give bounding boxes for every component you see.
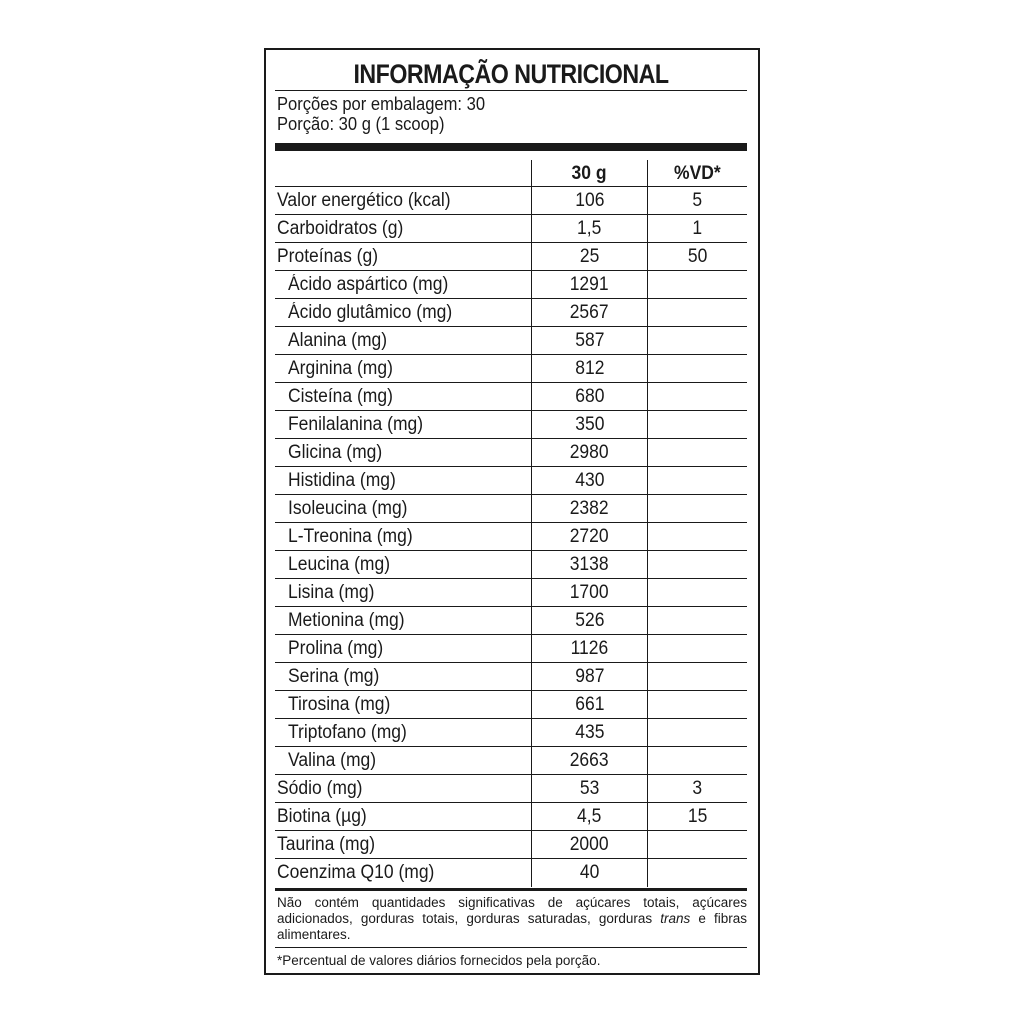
nutrient-name: L-Treonina (mg) xyxy=(288,526,413,547)
nutrient-amount: 350 xyxy=(574,414,605,435)
nutrient-name: Carboidratos (g) xyxy=(277,218,404,239)
nutrient-dv: 15 xyxy=(687,806,708,827)
nutrient-dv-cell xyxy=(647,327,747,354)
table-row xyxy=(275,579,747,607)
nutrient-name: Triptofano (mg) xyxy=(288,722,407,743)
nutrient-name: Isoleucina (mg) xyxy=(288,498,408,519)
header-amount: 30 g xyxy=(572,163,607,184)
nutrient-amount: 40 xyxy=(579,862,600,883)
nutrient-amount: 661 xyxy=(574,694,605,715)
nutrient-dv-cell xyxy=(647,243,747,270)
table-row xyxy=(275,355,747,383)
nutrient-amount-cell xyxy=(531,719,647,746)
nutrient-dv: 50 xyxy=(687,246,708,267)
nutrient-amount: 680 xyxy=(574,386,605,407)
nutrient-dv-cell xyxy=(647,775,747,802)
nutrient-dv: 5 xyxy=(692,190,703,211)
nutrient-dv-cell xyxy=(647,383,747,410)
nutrient-name: Coenzima Q10 (mg) xyxy=(277,862,435,883)
nutrient-dv-cell xyxy=(647,859,747,887)
nutrient-dv-cell xyxy=(647,607,747,634)
nutrient-name-cell xyxy=(288,355,542,382)
nutrient-name-cell xyxy=(288,691,542,718)
nutrient-dv-cell xyxy=(647,271,747,298)
label-title: INFORMAÇÃO NUTRICIONAL xyxy=(353,59,669,89)
nutrient-dv-cell xyxy=(647,831,747,858)
header-dv: %VD* xyxy=(674,163,721,184)
nutrient-amount: 4,5 xyxy=(577,806,602,827)
nutrient-dv-cell xyxy=(647,635,747,662)
nutrient-amount: 587 xyxy=(574,330,605,351)
nutrient-amount: 812 xyxy=(574,358,605,379)
nutrient-name-cell xyxy=(277,831,531,858)
nutrient-amount-cell xyxy=(531,635,647,662)
nutrient-name: Arginina (mg) xyxy=(288,358,393,379)
nutrient-amount-cell xyxy=(531,859,647,887)
nutrient-name: Ácido glutâmico (mg) xyxy=(288,302,453,323)
table-row xyxy=(275,243,747,271)
nutrient-name-cell xyxy=(288,411,542,438)
footer-divider xyxy=(275,888,747,891)
nutrient-name: Prolina (mg) xyxy=(288,638,384,659)
nutrient-dv-cell xyxy=(647,299,747,326)
nutrient-amount: 1126 xyxy=(570,638,609,659)
nutrient-dv-cell xyxy=(647,579,747,606)
nutrient-name: Proteínas (g) xyxy=(277,246,379,267)
serving-size: Porção: 30 g (1 scoop) xyxy=(277,114,445,134)
nutrient-amount: 2567 xyxy=(570,302,609,323)
note-divider xyxy=(275,947,747,948)
nutrient-name: Histidina (mg) xyxy=(288,470,396,491)
nutrient-name: Leucina (mg) xyxy=(288,554,391,575)
nutrient-amount: 526 xyxy=(574,610,605,631)
nutrient-name-cell xyxy=(288,719,542,746)
nutrient-name: Biotina (µg) xyxy=(277,806,367,827)
nutrient-name-cell xyxy=(277,775,531,802)
nutrient-amount-cell xyxy=(531,747,647,774)
table-row xyxy=(275,803,747,831)
nutrient-amount: 25 xyxy=(579,246,600,267)
table-row xyxy=(275,215,747,243)
nutrient-dv-cell xyxy=(647,551,747,578)
nutrient-amount-cell xyxy=(531,355,647,382)
nutrient-dv-cell xyxy=(647,439,747,466)
nutrient-amount-cell xyxy=(531,299,647,326)
nutrient-name: Sódio (mg) xyxy=(277,778,363,799)
nutrient-amount: 987 xyxy=(574,666,605,687)
header-name-cell xyxy=(277,160,531,186)
nutrient-dv-cell xyxy=(647,747,747,774)
nutrient-amount: 106 xyxy=(574,190,605,211)
nutrient-name-cell xyxy=(277,187,531,214)
nutrient-amount: 2382 xyxy=(570,498,609,519)
nutrient-dv-cell xyxy=(647,719,747,746)
nutrition-facts-panel xyxy=(264,48,760,975)
nutrient-name-cell xyxy=(288,495,542,522)
nutrient-amount-cell xyxy=(531,327,647,354)
table-row xyxy=(275,831,747,859)
nutrient-name: Taurina (mg) xyxy=(277,834,376,855)
nutrient-amount: 1700 xyxy=(570,582,609,603)
dv-footnote: *Percentual de valores diários fornecidos pela porção. xyxy=(277,953,601,968)
nutrient-name-cell xyxy=(288,467,542,494)
table-row xyxy=(275,383,747,411)
table-row xyxy=(275,439,747,467)
nutrient-amount-cell xyxy=(531,579,647,606)
nutrient-amount: 1,5 xyxy=(577,218,602,239)
table-row xyxy=(275,607,747,635)
thick-divider xyxy=(275,143,747,151)
nutrient-name-cell xyxy=(288,551,542,578)
nutrient-name-cell xyxy=(277,215,531,242)
table-row xyxy=(275,551,747,579)
nutrient-amount: 2663 xyxy=(570,750,609,771)
nutrient-amount-cell xyxy=(531,467,647,494)
table-row xyxy=(275,523,747,551)
nutrient-name: Alanina (mg) xyxy=(288,330,388,351)
nutrient-amount-cell xyxy=(531,551,647,578)
nutrient-name-cell xyxy=(288,383,542,410)
table-row xyxy=(275,663,747,691)
table-row xyxy=(275,299,747,327)
servings-per-package: Porções por embalagem: 30 xyxy=(277,94,486,114)
nutrient-name: Lisina (mg) xyxy=(288,582,375,603)
nutrient-amount: 2000 xyxy=(570,834,609,855)
table-row xyxy=(275,327,747,355)
nutrient-name-cell xyxy=(277,803,531,830)
note-text-italic: trans xyxy=(660,911,691,926)
nutrient-dv: 3 xyxy=(692,778,703,799)
nutrient-amount: 2980 xyxy=(570,442,609,463)
nutrient-name-cell xyxy=(288,271,542,298)
nutrient-dv-cell xyxy=(647,355,747,382)
nutrient-name: Fenilalanina (mg) xyxy=(288,414,424,435)
nutrient-name: Serina (mg) xyxy=(288,666,380,687)
nutrient-name-cell xyxy=(288,607,542,634)
nutrient-amount-cell xyxy=(531,495,647,522)
nutrient-name-cell xyxy=(277,859,531,887)
nutrient-amount-cell xyxy=(531,187,647,214)
table-row xyxy=(275,467,747,495)
nutrient-name-cell xyxy=(288,663,542,690)
table-row xyxy=(275,411,747,439)
nutrient-amount: 430 xyxy=(574,470,605,491)
nutrient-amount-cell xyxy=(531,243,647,270)
nutrient-dv-cell xyxy=(647,495,747,522)
nutrient-amount-cell xyxy=(531,215,647,242)
table-row xyxy=(275,635,747,663)
nutrient-amount-cell xyxy=(531,803,647,830)
table-row xyxy=(275,495,747,523)
nutrient-dv-cell xyxy=(647,803,747,830)
note-text-start: Não contém quantidades significativas de açúcares totais, açúcares adicionados, gorduras totais, gorduras saturadas, gorduras xyxy=(277,895,747,926)
nutrient-amount-cell xyxy=(531,439,647,466)
table-row xyxy=(275,747,747,775)
nutrient-amount: 3138 xyxy=(570,554,609,575)
nutrient-amount-cell xyxy=(531,411,647,438)
nutrient-name-cell xyxy=(288,299,542,326)
nutrient-name: Tirosina (mg) xyxy=(288,694,391,715)
nutrient-dv-cell xyxy=(647,411,747,438)
table-row xyxy=(275,719,747,747)
nutrient-amount: 53 xyxy=(579,778,600,799)
nutrient-amount-cell xyxy=(531,663,647,690)
table-row xyxy=(275,187,747,215)
table-header-row xyxy=(275,160,747,187)
nutrient-amount-cell xyxy=(531,775,647,802)
not-significant-note xyxy=(277,895,747,943)
nutrient-name: Cisteína (mg) xyxy=(288,386,393,407)
header-dv-cell xyxy=(647,160,747,186)
nutrient-amount: 435 xyxy=(574,722,605,743)
nutrient-dv: 1 xyxy=(692,218,703,239)
nutrient-amount-cell xyxy=(531,383,647,410)
nutrient-dv-cell xyxy=(647,215,747,242)
nutrient-name: Valor energético (kcal) xyxy=(277,190,451,211)
nutrient-name-cell xyxy=(288,327,542,354)
nutrient-name-cell xyxy=(288,747,542,774)
nutrient-name: Metionina (mg) xyxy=(288,610,405,631)
nutrition-table xyxy=(275,160,747,887)
nutrient-amount-cell xyxy=(531,271,647,298)
nutrient-dv-cell xyxy=(647,523,747,550)
table-row xyxy=(275,775,747,803)
nutrient-name-cell xyxy=(288,439,542,466)
table-row xyxy=(275,691,747,719)
title-divider xyxy=(275,90,747,91)
nutrient-name-cell xyxy=(288,523,542,550)
nutrient-amount-cell xyxy=(531,607,647,634)
note-text-end: e fibras alimentares. xyxy=(277,911,747,942)
nutrient-name: Ácido aspártico (mg) xyxy=(288,274,449,295)
nutrient-name: Glicina (mg) xyxy=(288,442,383,463)
nutrient-amount-cell xyxy=(531,831,647,858)
nutrient-name-cell xyxy=(288,579,542,606)
nutrient-dv-cell xyxy=(647,467,747,494)
nutrient-dv-cell xyxy=(647,187,747,214)
nutrient-dv-cell xyxy=(647,663,747,690)
nutrient-amount: 2720 xyxy=(570,526,609,547)
nutrient-amount-cell xyxy=(531,691,647,718)
table-row xyxy=(275,859,747,887)
nutrient-name-cell xyxy=(288,635,542,662)
table-row xyxy=(275,271,747,299)
nutrient-name: Valina (mg) xyxy=(288,750,377,771)
header-amount-cell xyxy=(531,160,647,186)
nutrient-dv-cell xyxy=(647,691,747,718)
nutrient-amount-cell xyxy=(531,523,647,550)
nutrient-name-cell xyxy=(277,243,531,270)
nutrient-amount: 1291 xyxy=(570,274,609,295)
